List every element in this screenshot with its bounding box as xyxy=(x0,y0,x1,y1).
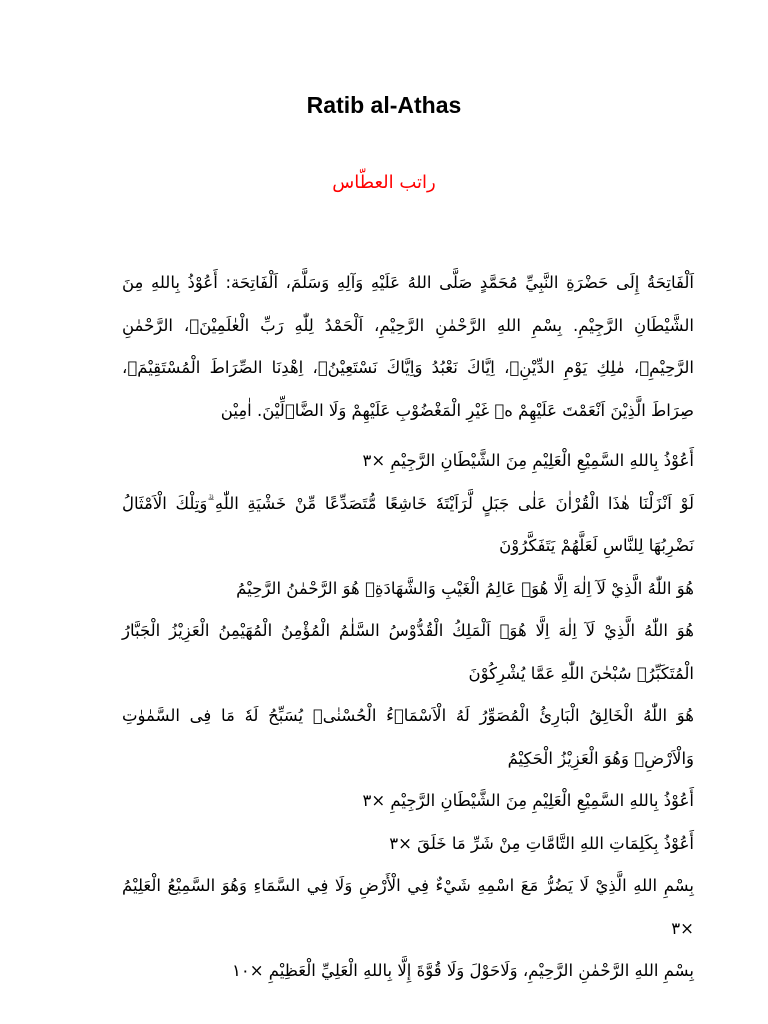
arabic-subtitle: راتب العطّاس xyxy=(332,172,436,193)
paragraph-fatiha: اَلْفَاتِحَةُ إِلَى حَضْرَةِ النَّبِيِّ مُحَمَّدٍ صَلَّى اللهُ عَلَيْهِ وَآلِهِ وَسَلَّمَ، اَلْفَاتِحَة: أَعُوْذُ بِاللهِ مِنَ الشَّيْطَانِ الرَّجِيْمِ. بِسْمِ اللهِ الرَّحْمٰنِ الرَّحِيْمِ، اَلْحَمْدُ لِلّٰهِ رَبِّ الْعٰلَمِيْنَۙ، الرَّحْمٰنِ الرَّحِيْمِۙ، مٰلِكِ يَوْمِ الدِّيْنِۗ، اِيَّاكَ نَعْبُدُ وَاِيَّاكَ نَسْتَعِيْنُۗ، اِهْدِنَا الصِّرَاطَ الْمُسْتَقِيْمَۙ، صِرَاطَ الَّذِيْنَ اَنْعَمْتَ عَلَيْهِمْ ەۙ غَيْرِ الْمَغْضُوْبِ عَلَيْهِمْ وَلَا الضَّاۤلِّيْنَ. اٰمِيْن xyxy=(122,273,694,420)
paragraph-kalimat: أَعُوْذُ بِكَلِمَاتِ اللهِ التَّامَّاتِ مِنْ شَرِّ مَا خَلَقَ ×٣ xyxy=(389,833,694,853)
paragraph-audhu-1: أَعُوْذُ بِاللهِ السَّمِيْعِ الْعَلِيْمِ مِنَ الشَّيْطَانِ الرَّجِيْمِ ×٣ xyxy=(362,451,694,470)
paragraph-law-anzalna: لَوْ اَنْزَلْنَا هٰذَا الْقُرْاٰنَ عَلٰى جَبَلٍ لَّرَاَيْتَهٗ خَاشِعًا مُّتَصَدِّعًا مِّنْ خَشْيَةِ اللّٰهِ ۗوَتِلْكَ الْاَمْثَالُ نَضْرِبُهَا لِلنَّاسِ لَعَلَّهُمْ يَتَفَكَّرُوْنَ xyxy=(122,493,694,555)
paragraph-bismillah-la-yadurru: بِسْمِ اللهِ الَّذِيْ لَا يَضُرُّ مَعَ اسْمِهِ شَيْءٌ فِي الْأَرْضِ وَلَا فِي السَّمَاءِ وَهُوَ السَّمِيْعُ الْعَلِيْمُ ×٣ xyxy=(122,876,694,938)
paragraph-huwallah-3: هُوَ اللّٰهُ الْخَالِقُ الْبَارِئُ الْمُصَوِّرُ لَهُ الْاَسْمَاۤءُ الْحُسْنٰىۗ يُسَبِّحُ لَهٗ مَا فِى السَّمٰوٰتِ وَالْاَرْضِۚ وَهُوَ الْعَزِيْزُ الْحَكِيْمُ xyxy=(122,706,694,768)
paragraph-hawqala: بِسْمِ اللهِ الرَّحْمٰنِ الرَّحِيْمِ، وَلَاحَوْلَ وَلَا قُوَّةَ إِلَّا بِاللهِ الْعَلِيِّ الْعَظِيْمِ ×١٠ xyxy=(231,961,694,980)
paragraph-audhu-2: أَعُوْذُ بِاللهِ السَّمِيْعِ الْعَلِيْمِ مِنَ الشَّيْطَانِ الرَّجِيْمِ ×٣ xyxy=(362,791,694,810)
paragraph-huwallah-2: هُوَ اللّٰهُ الَّذِيْ لَآ اِلٰهَ اِلَّا هُوَۚ اَلْمَلِكُ الْقُدُّوْسُ السَّلٰمُ الْمُؤْمِنُ الْمُهَيْمِنُ الْعَزِيْزُ الْجَبَّارُ الْمُتَكَبِّرُۗ سُبْحٰنَ اللّٰهِ عَمَّا يُشْرِكُوْنَ xyxy=(122,621,694,683)
paragraph-huwallah-1: هُوَ اللّٰهُ الَّذِيْ لَآ اِلٰهَ اِلَّا هُوَۚ عَالِمُ الْغَيْبِ وَالشَّهَادَةِۚ هُوَ الرَّحْمٰنُ الرَّحِيْمُ xyxy=(236,578,694,598)
ratib-text xyxy=(122,262,694,993)
page-title: Ratib al-Athas xyxy=(306,92,462,118)
